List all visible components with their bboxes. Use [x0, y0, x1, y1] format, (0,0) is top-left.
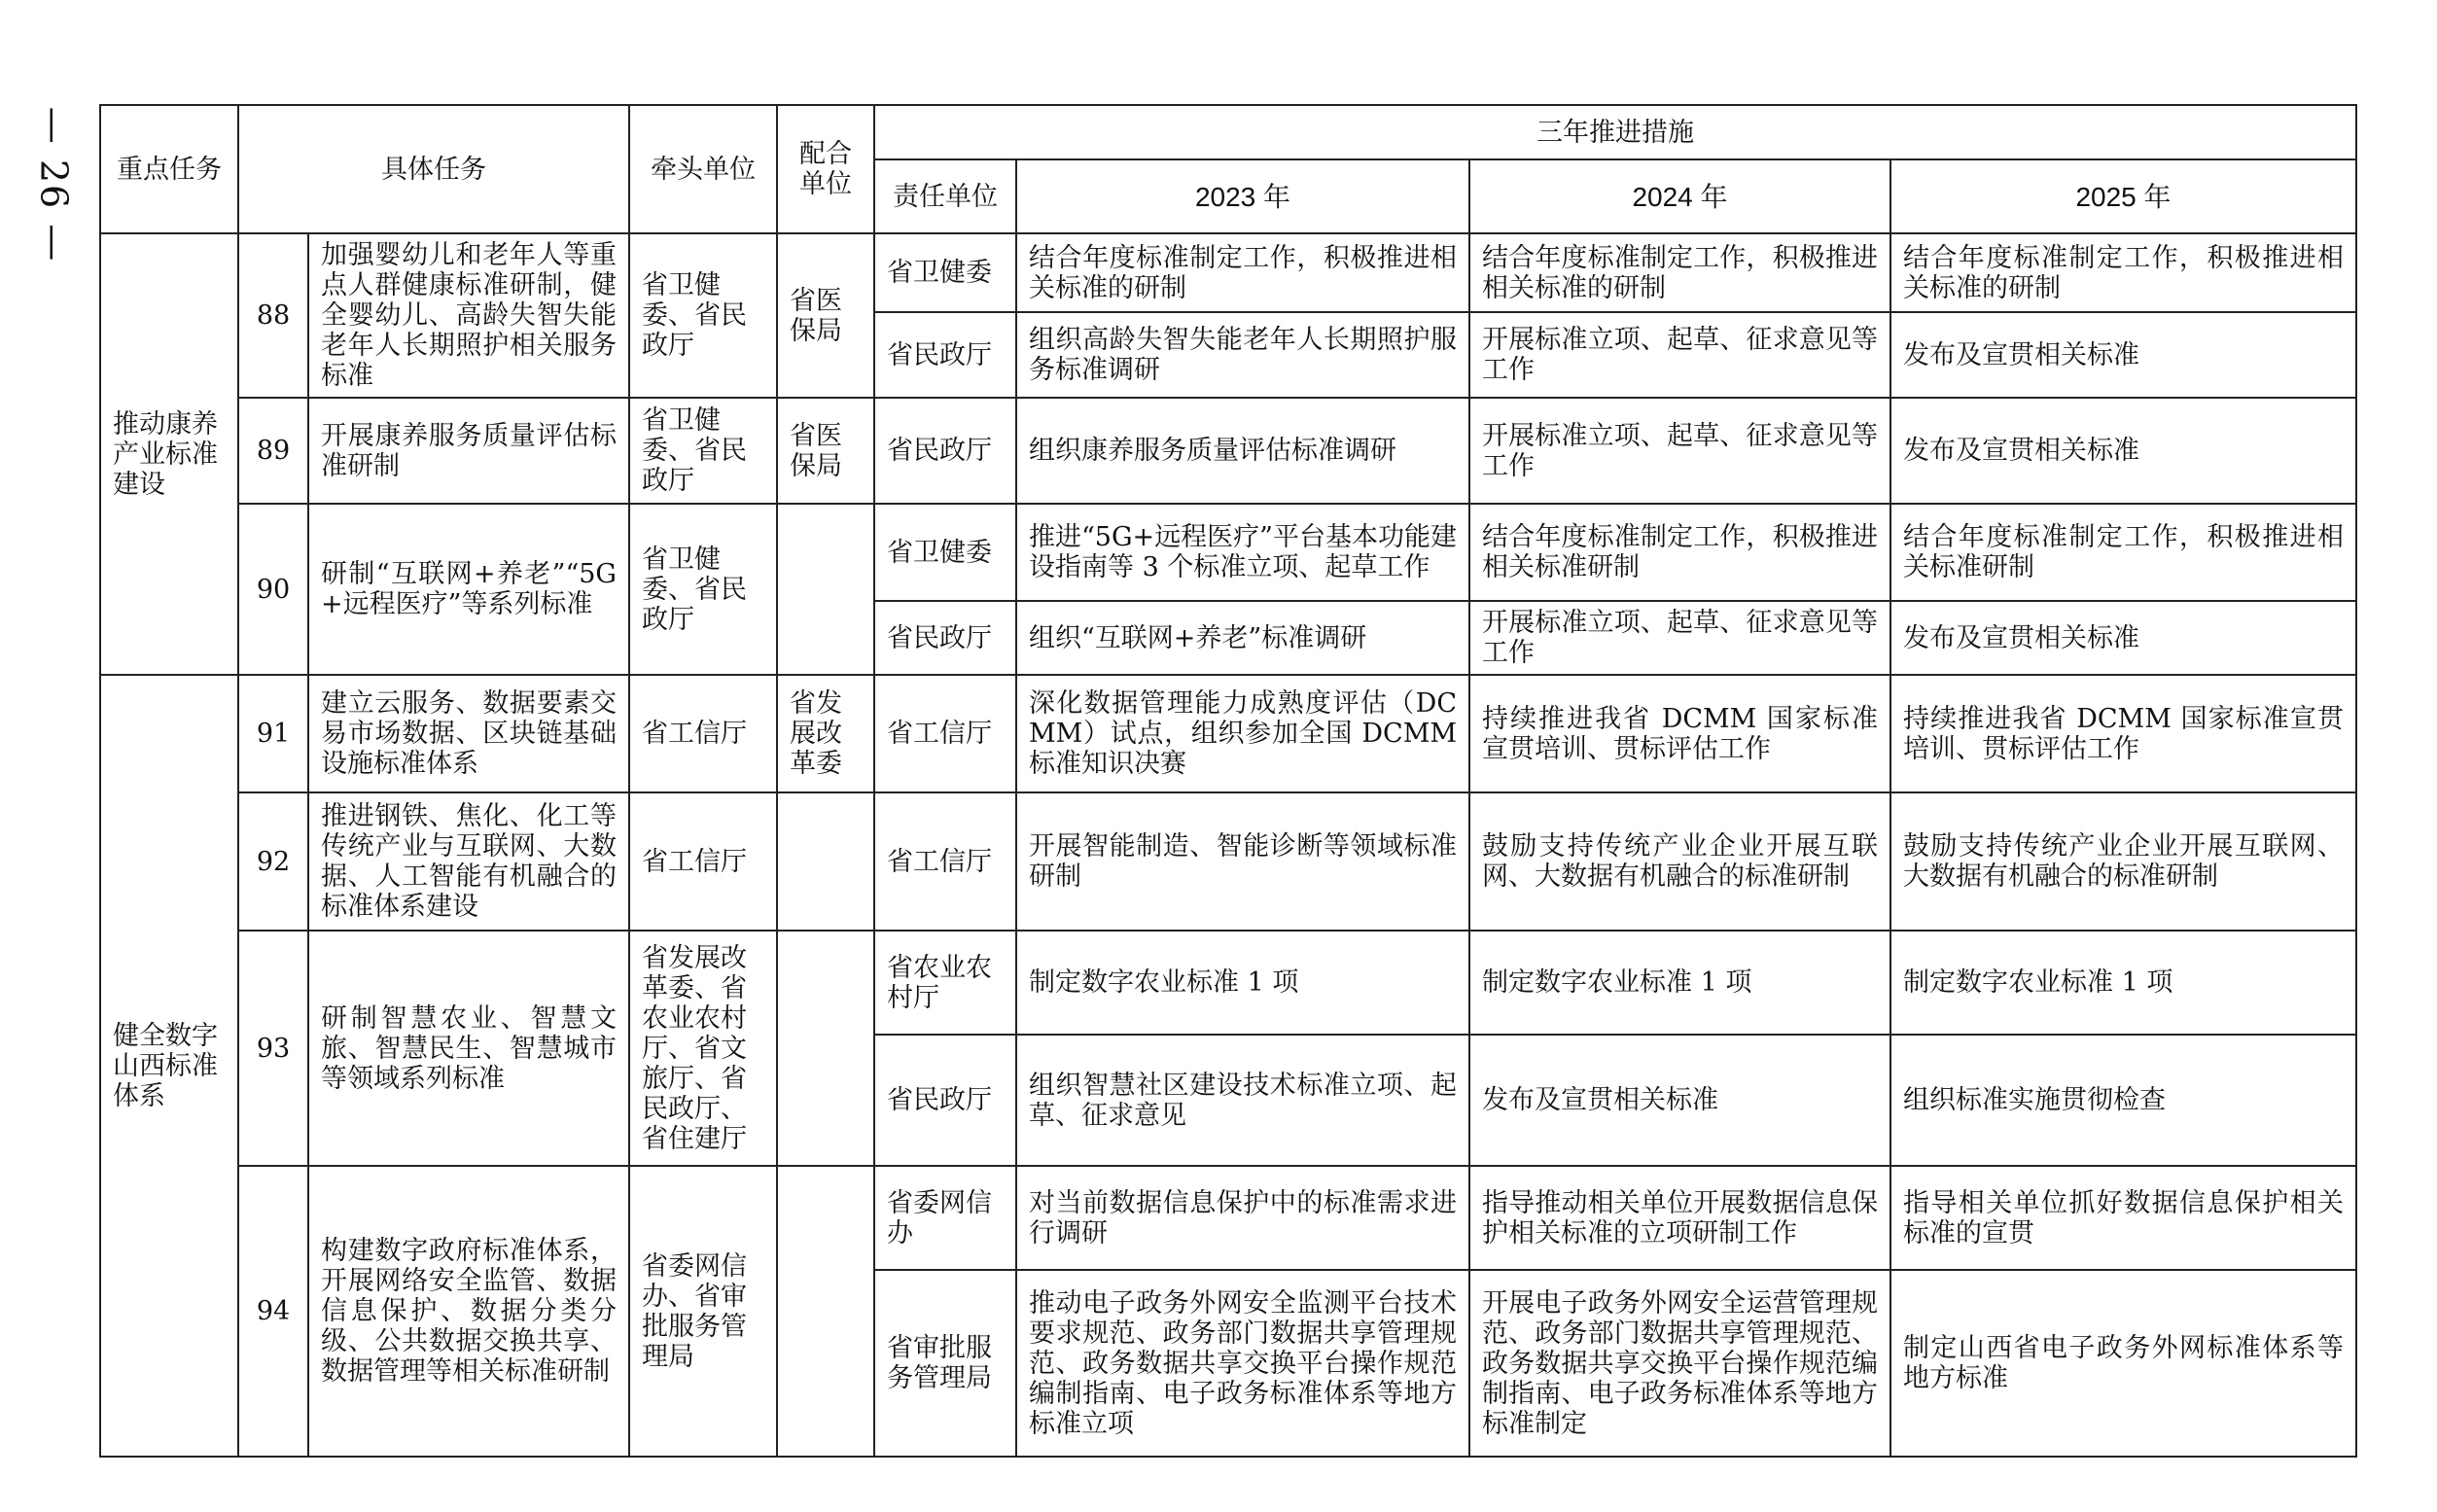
measure-2025: 发布及宣贯相关标准	[1890, 398, 2356, 504]
table-row	[100, 1166, 2356, 1270]
task-description: 研制智慧农业、智慧文旅、智慧民生、智慧城市等领域系列标准	[308, 931, 629, 1166]
resp-unit: 省工信厅	[874, 675, 1016, 792]
task-number: 92	[238, 792, 308, 931]
lead-unit: 省发展改革委、省农业农村厅、省文旅厅、省民政厅、省住建厅	[629, 931, 777, 1166]
measure-2025: 发布及宣贯相关标准	[1890, 312, 2356, 398]
measure-2023: 推动电子政务外网安全监测平台技术要求规范、政务部门数据共享管理规范、政务数据共享交换平台操作规范编制指南、电子政务标准体系等地方标准立项	[1016, 1270, 1469, 1457]
header-2023: 2023 年	[1016, 159, 1469, 233]
measure-2024: 开展标准立项、起草、征求意见等工作	[1469, 398, 1890, 504]
lead-unit: 省卫健委、省民政厅	[629, 504, 777, 675]
coop-unit: 省医保局	[777, 398, 874, 504]
coop-unit: 省医保局	[777, 233, 874, 398]
resp-unit: 省卫健委	[874, 233, 1016, 312]
measure-2025: 持续推进我省 DCMM 国家标准宣贯培训、贯标评估工作	[1890, 675, 2356, 792]
lead-unit: 省卫健委、省民政厅	[629, 398, 777, 504]
task-number: 91	[238, 675, 308, 792]
measure-2025: 发布及宣贯相关标准	[1890, 601, 2356, 675]
task-number: 94	[238, 1166, 308, 1457]
measure-2023: 推进“5G+远程医疗”平台基本功能建设指南等 3 个标准立项、起草工作	[1016, 504, 1469, 601]
header-2024: 2024 年	[1469, 159, 1890, 233]
lead-unit: 省卫健委、省民政厅	[629, 233, 777, 398]
measure-2023: 结合年度标准制定工作，积极推进相关标准的研制	[1016, 233, 1469, 312]
standards-table	[99, 104, 2357, 1458]
task-number: 88	[238, 233, 308, 398]
header-2025: 2025 年	[1890, 159, 2356, 233]
task-description: 构建数字政府标准体系，开展网络安全监管、数据信息保护、数据分类分级、公共数据交换共享、数据管理等相关标准研制	[308, 1166, 629, 1457]
measure-2023: 组织高龄失智失能老年人长期照护服务标准调研	[1016, 312, 1469, 398]
header-row-1	[100, 105, 2356, 159]
measure-2025: 鼓励支持传统产业企业开展互联网、大数据有机融合的标准研制	[1890, 792, 2356, 931]
table-row	[100, 792, 2356, 931]
lead-unit: 省工信厅	[629, 792, 777, 931]
resp-unit: 省农业农村厅	[874, 931, 1016, 1035]
page-number	[29, 88, 78, 282]
measure-2023: 组织智慧社区建设技术标准立项、起草、征求意见	[1016, 1035, 1469, 1166]
measure-2024: 发布及宣贯相关标准	[1469, 1035, 1890, 1166]
resp-unit: 省卫健委	[874, 504, 1016, 601]
coop-unit	[777, 504, 874, 675]
table-row	[100, 504, 2356, 601]
task-number: 93	[238, 931, 308, 1166]
coop-unit	[777, 792, 874, 931]
measure-2024: 开展标准立项、起草、征求意见等工作	[1469, 601, 1890, 675]
task-description: 建立云服务、数据要素交易市场数据、区块链基础设施标准体系	[308, 675, 629, 792]
measure-2023: 深化数据管理能力成熟度评估（DCMM）试点，组织参加全国 DCMM 标准知识决赛	[1016, 675, 1469, 792]
measure-2024: 开展标准立项、起草、征求意见等工作	[1469, 312, 1890, 398]
header-resp-unit: 责任单位	[874, 159, 1016, 233]
header-coop-unit: 配合单位	[777, 105, 874, 233]
category-cell: 健全数字山西标准体系	[100, 675, 238, 1457]
measure-2023: 开展智能制造、智能诊断等领域标准研制	[1016, 792, 1469, 931]
task-number: 89	[238, 398, 308, 504]
resp-unit: 省民政厅	[874, 312, 1016, 398]
resp-unit: 省民政厅	[874, 398, 1016, 504]
measure-2024: 结合年度标准制定工作，积极推进相关标准研制	[1469, 504, 1890, 601]
measure-2024: 持续推进我省 DCMM 国家标准宣贯培训、贯标评估工作	[1469, 675, 1890, 792]
header-specific-task: 具体任务	[238, 105, 629, 233]
table-row	[100, 398, 2356, 504]
measure-2024: 鼓励支持传统产业企业开展互联网、大数据有机融合的标准研制	[1469, 792, 1890, 931]
measure-2025: 制定数字农业标准 1 项	[1890, 931, 2356, 1035]
resp-unit: 省民政厅	[874, 1035, 1016, 1166]
task-description: 研制“互联网+养老”“5G+远程医疗”等系列标准	[308, 504, 629, 675]
table-row	[100, 233, 2356, 312]
task-description: 开展康养服务质量评估标准研制	[308, 398, 629, 504]
resp-unit: 省委网信办	[874, 1166, 1016, 1270]
measure-2024: 开展电子政务外网安全运营管理规范、政务部门数据共享管理规范、政务数据共享交换平台操作规范编制指南、电子政务标准体系等地方标准制定	[1469, 1270, 1890, 1457]
measure-2025: 结合年度标准制定工作，积极推进相关标准研制	[1890, 504, 2356, 601]
coop-unit	[777, 931, 874, 1166]
coop-unit	[777, 1166, 874, 1457]
resp-unit: 省民政厅	[874, 601, 1016, 675]
task-number: 90	[238, 504, 308, 675]
table-row	[100, 931, 2356, 1035]
measure-2023: 组织康养服务质量评估标准调研	[1016, 398, 1469, 504]
category-cell: 推动康养产业标准建设	[100, 233, 238, 675]
measure-2024: 结合年度标准制定工作，积极推进相关标准的研制	[1469, 233, 1890, 312]
resp-unit: 省审批服务管理局	[874, 1270, 1016, 1457]
measure-2024: 指导推动相关单位开展数据信息保护相关标准的立项研制工作	[1469, 1166, 1890, 1270]
resp-unit: 省工信厅	[874, 792, 1016, 931]
header-key-task: 重点任务	[100, 105, 238, 233]
measure-2023: 对当前数据信息保护中的标准需求进行调研	[1016, 1166, 1469, 1270]
measure-2025: 制定山西省电子政务外网标准体系等地方标准	[1890, 1270, 2356, 1457]
header-lead-unit: 牵头单位	[629, 105, 777, 233]
task-description: 推进钢铁、焦化、化工等传统产业与互联网、大数据、人工智能有机融合的标准体系建设	[308, 792, 629, 931]
coop-unit: 省发展改革委	[777, 675, 874, 792]
measure-2025: 结合年度标准制定工作，积极推进相关标准的研制	[1890, 233, 2356, 312]
measure-2025: 指导相关单位抓好数据信息保护相关标准的宣贯	[1890, 1166, 2356, 1270]
measure-2025: 组织标准实施贯彻检查	[1890, 1035, 2356, 1166]
lead-unit: 省委网信办、省审批服务管理局	[629, 1166, 777, 1457]
task-description: 加强婴幼儿和老年人等重点人群健康标准研制，健全婴幼儿、高龄失智失能老年人长期照护相关服务标准	[308, 233, 629, 398]
table-row	[100, 675, 2356, 792]
measure-2023: 组织“互联网+养老”标准调研	[1016, 601, 1469, 675]
measure-2024: 制定数字农业标准 1 项	[1469, 931, 1890, 1035]
measure-2023: 制定数字农业标准 1 项	[1016, 931, 1469, 1035]
header-three-year: 三年推进措施	[874, 105, 2356, 159]
page-number-text: — 26 —	[32, 106, 76, 264]
lead-unit: 省工信厅	[629, 675, 777, 792]
